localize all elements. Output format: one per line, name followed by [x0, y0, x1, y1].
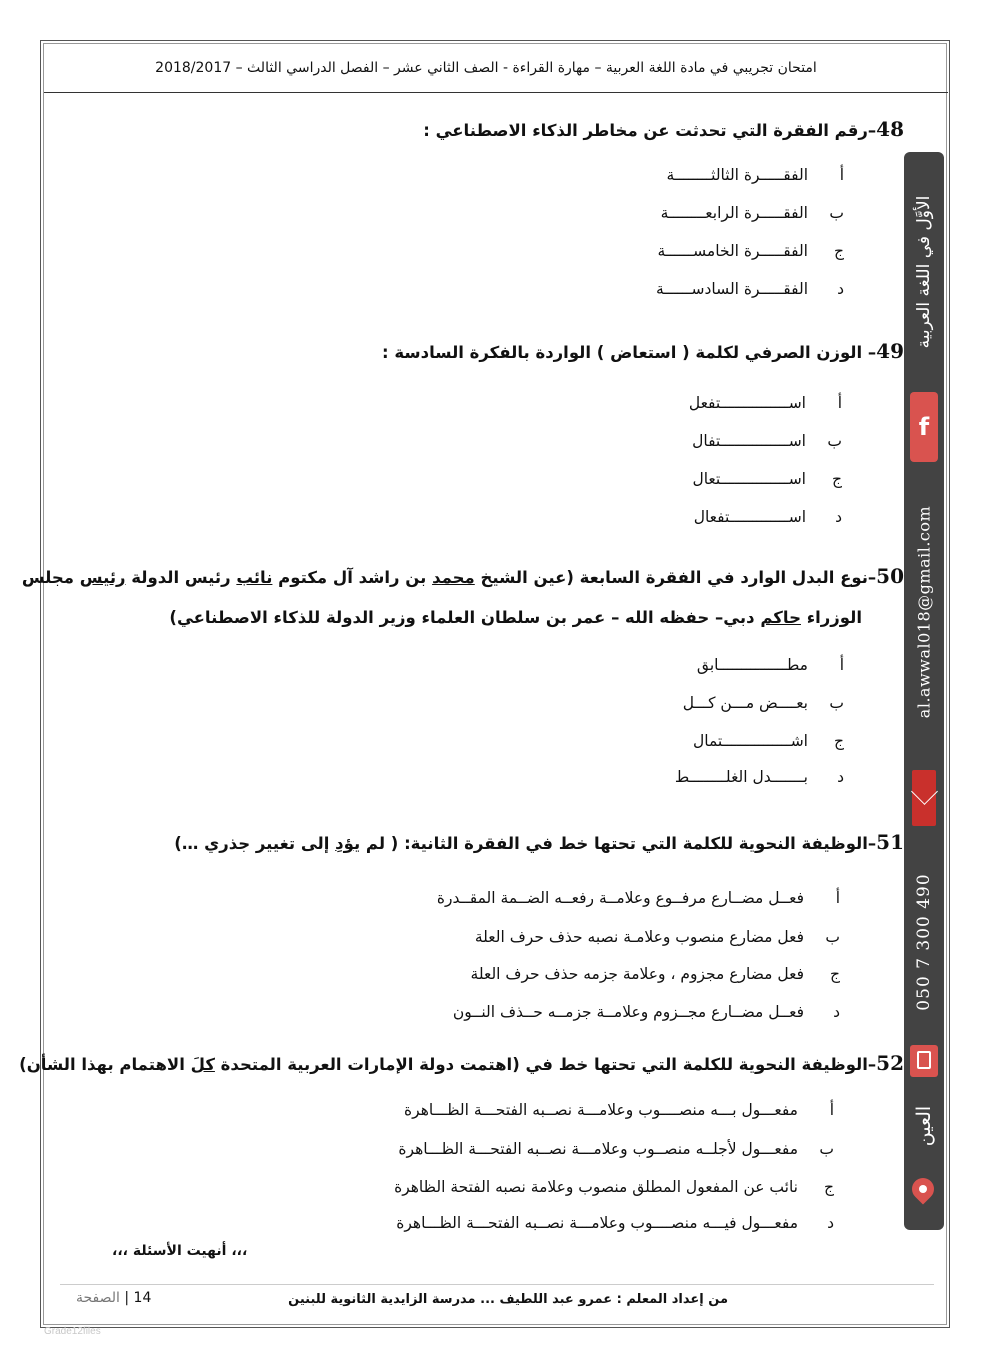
page-indicator	[76, 1290, 151, 1306]
option-letter: أ	[835, 889, 840, 907]
option-letter: د	[835, 508, 842, 526]
underlined-word: محمد	[432, 568, 475, 587]
option-49-c[interactable]	[692, 470, 842, 488]
underlined-word: يؤدِ	[335, 834, 361, 853]
option-text: اشـــــــــــــــتمال	[692, 732, 808, 750]
option-text: مفعـــول فيـــه منصــــوب وعلامـــة نصــبه الفتحـــة الظـــاهرة	[396, 1214, 798, 1232]
page-label: الصفحة	[76, 1290, 120, 1306]
option-text: بـــــــدل الغلــــــــط	[674, 768, 808, 786]
option-49-d[interactable]	[694, 508, 842, 526]
option-text: فعل مضارع مجزوم ، وعلامة جزمه حذف حرف العلة	[470, 965, 804, 983]
option-letter: ج	[823, 1178, 834, 1196]
sidebar-brand: الأوَّل في اللغة العربية	[914, 195, 934, 349]
option-52-c[interactable]	[394, 1178, 834, 1196]
option-letter: د	[837, 768, 844, 786]
option-51-a[interactable]	[437, 889, 840, 907]
question-48	[423, 117, 904, 141]
question-text: الاهتمام بهذا الشأن)	[19, 1055, 191, 1074]
option-letter: ب	[819, 1140, 834, 1158]
question-49	[382, 339, 904, 363]
option-text: اســـــــــــــــتفال	[692, 432, 806, 450]
footer-divider	[60, 1284, 934, 1285]
option-50-b[interactable]	[683, 694, 844, 712]
sidebar-location: العين	[913, 1105, 935, 1147]
option-52-d[interactable]	[396, 1214, 834, 1232]
page-frame-inner	[43, 43, 947, 1325]
underlined-word: نائب	[236, 568, 273, 587]
phone-icon	[910, 1045, 938, 1077]
question-number: 52	[876, 1051, 904, 1075]
question-50	[22, 564, 904, 588]
sidebar-email[interactable]: al.awwal018@gmail.com	[914, 505, 934, 719]
option-52-a[interactable]	[404, 1101, 834, 1119]
underlined-word: حاكم	[760, 608, 801, 627]
question-text: إلى تغيير جذري …)	[174, 834, 336, 853]
option-49-b[interactable]	[692, 432, 842, 450]
option-text: الفقـــــرة الخامســــــة	[657, 242, 808, 260]
watermark: Grade12files	[44, 1326, 101, 1337]
question-text: بن راشد آل مكتوم	[272, 568, 433, 587]
option-50-c[interactable]	[693, 732, 844, 750]
option-text: اســـــــــــــتفعال	[693, 508, 806, 526]
option-letter: ج	[831, 470, 842, 488]
question-50-line2	[169, 608, 862, 627]
option-51-b[interactable]	[475, 928, 840, 946]
option-text: بعــــض مـــن كـــل	[682, 694, 808, 712]
question-number: 48	[876, 117, 904, 141]
option-text: فعــل مضــارع مجــزوم وعلامــة جزمــه حــذف النــون	[452, 1003, 804, 1021]
option-text: مطـــــــــــــــابق	[696, 656, 808, 674]
option-text: فعل مضارع منصوب وعلامـة نصبه حذف حرف العلة	[474, 928, 804, 946]
option-letter: ج	[833, 242, 844, 260]
option-letter: ج	[829, 965, 840, 983]
question-text: –الوظيفة النحوية للكلمة التي تحتها خط في (اهتمت دولة الإمارات العربية المتحدة	[214, 1055, 877, 1074]
underlined-word: كلَ	[190, 1055, 215, 1074]
question-text: الوزراء	[800, 608, 862, 627]
option-48-c[interactable]	[658, 242, 844, 260]
option-letter: ب	[827, 432, 842, 450]
option-letter: د	[837, 280, 844, 298]
mail-icon	[912, 770, 936, 826]
option-letter: أ	[839, 656, 844, 674]
option-48-d[interactable]	[656, 280, 844, 298]
closing-note: ،،، أنهيت الأسئلة ،،،	[112, 1243, 248, 1259]
question-number: 49	[876, 339, 904, 363]
option-text: مفعـــول بـــه منصــــوب وعلامـــة نصــبه الفتحـــة الظـــاهرة	[404, 1101, 798, 1119]
facebook-icon[interactable]	[910, 392, 938, 462]
option-text: الفقـــــرة السادســــــة	[655, 280, 808, 298]
header-divider	[44, 92, 948, 93]
underlined-word: رئيس	[79, 568, 126, 587]
option-text: مفعـــول لأجلــه منصــوب وعلامـــة نصــبه الفتحـــة الظـــاهرة	[398, 1140, 798, 1158]
option-51-c[interactable]	[471, 965, 840, 983]
option-text: نائب عن المفعول المطلق منصوب وعلامة نصبه الفتحة الظاهرة	[394, 1178, 798, 1196]
option-text: الفقـــــرة الثالثــــــــة	[666, 166, 808, 184]
option-letter: أ	[829, 1101, 834, 1119]
option-text: الفقـــــرة الرابعــــــــة	[660, 204, 808, 222]
option-48-a[interactable]	[667, 166, 844, 184]
option-letter: أ	[837, 394, 842, 412]
option-52-b[interactable]	[398, 1140, 834, 1158]
question-text: –الوظيفة النحوية للكلمة التي تحتها خط في الفقرة الثانية: ( لم	[360, 834, 877, 853]
option-51-d[interactable]	[453, 1003, 840, 1021]
option-text: اســـــــــــــــتعال	[692, 470, 806, 488]
question-text: مجلس	[21, 568, 80, 587]
option-48-b[interactable]	[661, 204, 844, 222]
option-letter: ب	[829, 694, 844, 712]
question-number: 51	[876, 830, 904, 854]
question-number: 50	[876, 564, 904, 588]
question-text: رئيس الدولة	[125, 568, 237, 587]
question-51	[174, 830, 904, 854]
question-text: دبي– حفظه الله – عمر بن سلطان العلماء وزير الدولة للذكاء الاصطناعي)	[169, 608, 761, 627]
option-49-a[interactable]	[689, 394, 842, 412]
option-text: اســـــــــــــــتفعل	[688, 394, 806, 412]
option-letter: ب	[829, 204, 844, 222]
sidebar-phone[interactable]: 050 7 300 490	[914, 873, 934, 1011]
question-text: –رقم الفقرة التي تحدثت عن مخاطر الذكاء الاصطناعي :	[423, 121, 877, 140]
question-text: –نوع البدل الوارد في الفقرة السابعة (عين الشيخ	[474, 568, 877, 587]
option-text: فعــل مضــارع مرفــوع وعلامــة رفعــه الضــمة المقــدرة	[436, 889, 804, 907]
option-50-d[interactable]	[675, 768, 844, 786]
option-letter: د	[827, 1214, 834, 1232]
question-52	[19, 1051, 904, 1075]
facebook-letter: f	[918, 413, 930, 441]
footer-author: من إعداد المعلم : عمرو عبد اللطيف ... مدرسة الزايدية الثانوية للبنين	[288, 1292, 728, 1307]
page-number: 14	[133, 1290, 152, 1306]
page-separator: |	[124, 1290, 130, 1306]
question-text: – الوزن الصرفي لكلمة ( استعاض ) الواردة بالفكرة السادسة :	[382, 343, 877, 362]
option-letter: ب	[825, 928, 840, 946]
option-50-a[interactable]	[697, 656, 844, 674]
option-letter: د	[833, 1003, 840, 1021]
option-letter: ج	[833, 732, 844, 750]
option-letter: أ	[839, 166, 844, 184]
exam-header: امتحان تجريبي في مادة اللغة العربية – مهارة القراءة - الصف الثاني عشر – الفصل الدراسي الثالث – 2018/2017	[155, 60, 817, 76]
